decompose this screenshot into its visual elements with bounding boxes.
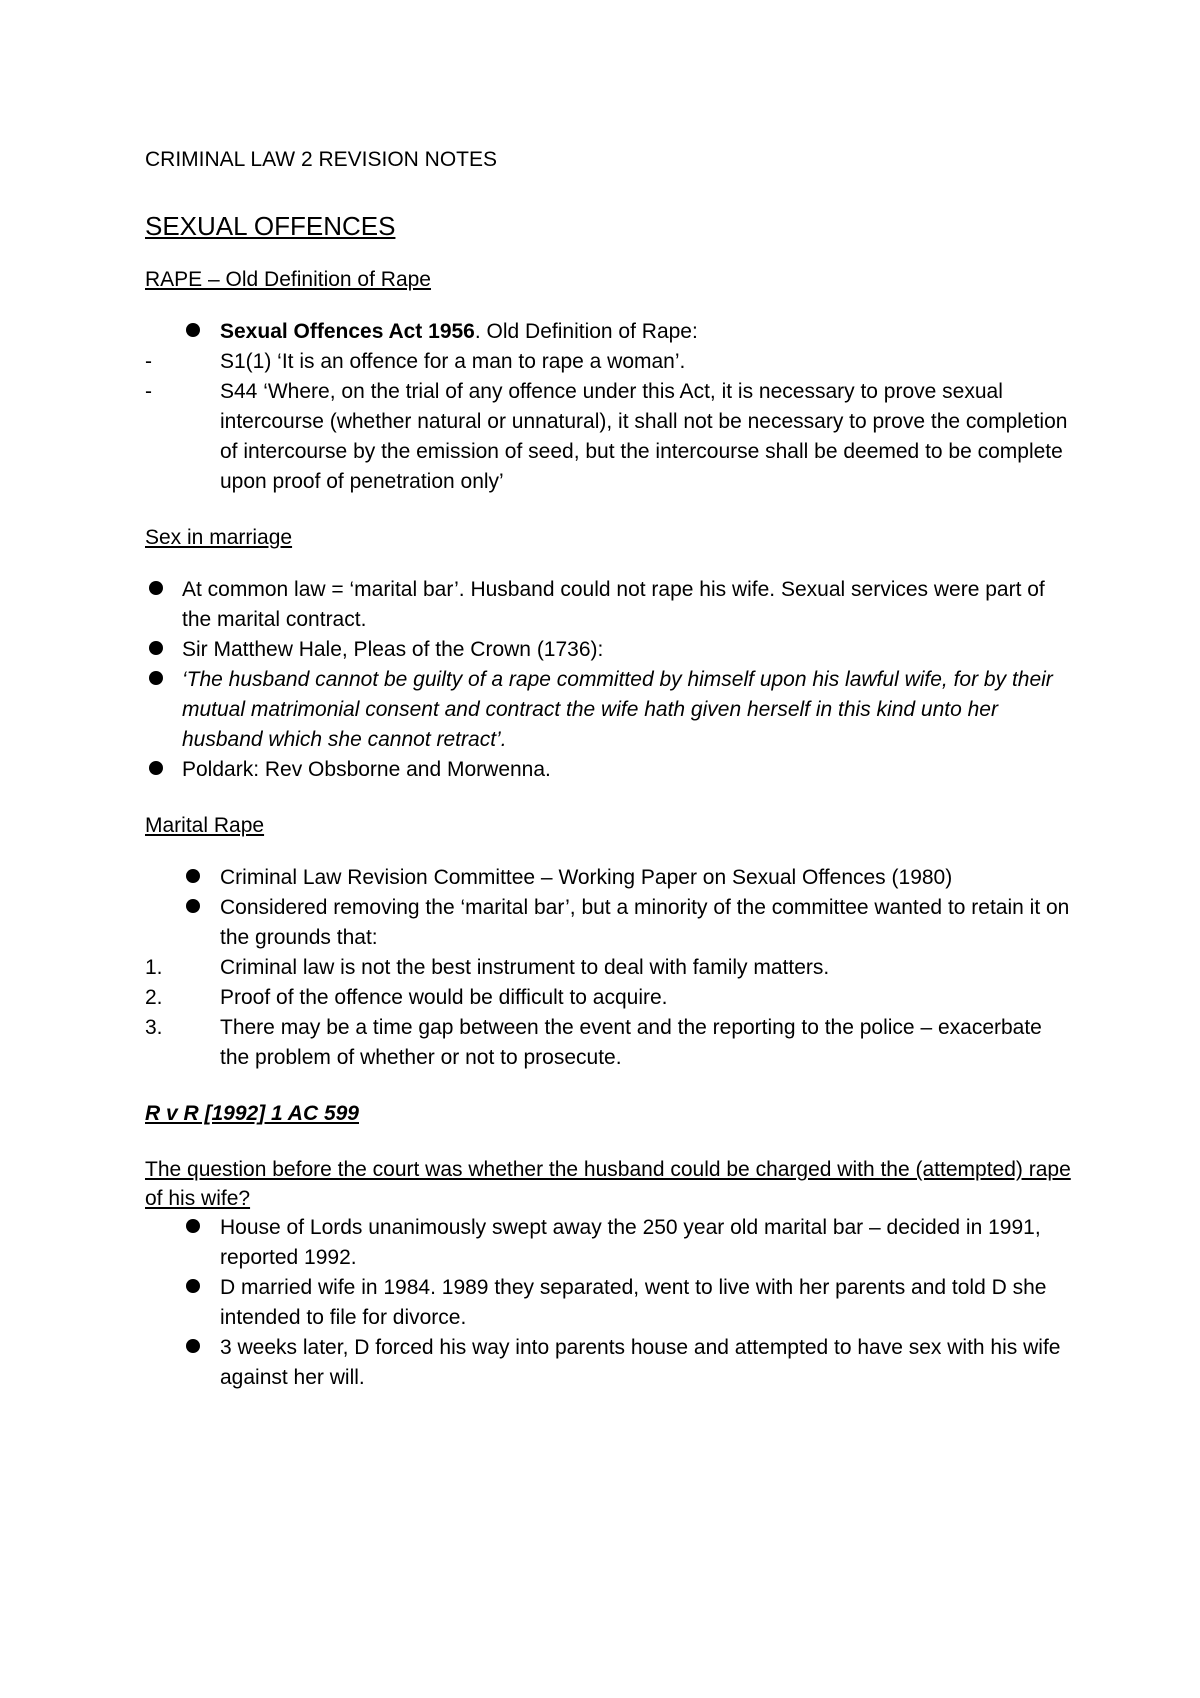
list-item bbox=[145, 635, 1075, 665]
list-item-text: House of Lords unanimously swept away the 250 year old marital bar – decided in 1991, reported 1992. bbox=[220, 1216, 1041, 1269]
list-item bbox=[145, 665, 1075, 755]
act-desc: . Old Definition of Rape: bbox=[474, 320, 698, 343]
bullet-icon bbox=[182, 1213, 204, 1243]
numbered-item bbox=[145, 1013, 1075, 1073]
dash-icon: - bbox=[145, 350, 152, 373]
bullet-icon bbox=[145, 755, 167, 785]
numbered-item-text: Criminal law is not the best instrument to deal with family matters. bbox=[220, 956, 830, 979]
rape-list bbox=[145, 317, 1075, 497]
list-item-text: At common law = ‘marital bar’. Husband could not rape his wife. Sexual services were part of the marital contract. bbox=[182, 578, 1045, 631]
act-name: Sexual Offences Act 1956 bbox=[220, 320, 475, 343]
bullet-icon bbox=[145, 575, 167, 605]
dash-icon: - bbox=[145, 380, 152, 403]
numbered-item-text: Proof of the offence would be difficult to acquire. bbox=[220, 986, 668, 1009]
list-item bbox=[145, 863, 1075, 893]
list-item bbox=[145, 1273, 1075, 1333]
list-item bbox=[145, 1213, 1075, 1273]
list-item bbox=[145, 347, 1075, 377]
bullet-icon bbox=[182, 1273, 204, 1303]
list-item-text: 3 weeks later, D forced his way into parents house and attempted to have sex with his wife against her will. bbox=[220, 1336, 1061, 1389]
marital-rape-list bbox=[145, 863, 1075, 1073]
list-item-text: Criminal Law Revision Committee – Working Paper on Sexual Offences (1980) bbox=[220, 866, 953, 889]
numbered-item-text: There may be a time gap between the event and the reporting to the police – exacerbate the problem of whether or not to prosecute. bbox=[220, 1016, 1042, 1069]
subheading-sex-in-marriage: Sex in marriage bbox=[145, 526, 293, 549]
list-item bbox=[145, 1333, 1075, 1393]
list-item-text: Sir Matthew Hale, Pleas of the Crown (1736): bbox=[182, 638, 604, 661]
list-item-text: D married wife in 1984. 1989 they separated, went to live with her parents and told D she intended to file for divorce. bbox=[220, 1276, 1047, 1329]
number-label: 2. bbox=[145, 986, 163, 1009]
number-label: 3. bbox=[145, 1016, 163, 1039]
marriage-list bbox=[145, 575, 1075, 785]
list-item bbox=[145, 575, 1075, 635]
bullet-icon bbox=[145, 665, 167, 695]
quote-text: ‘The husband cannot be guilty of a rape committed by himself upon his lawful wife, for by their mutual matrimonial consent and contract the wife hath given herself in this kind unto her husband which she cannot retract’. bbox=[182, 668, 1053, 751]
dash-item-text: S1(1) ‘It is an offence for a man to rape a woman’. bbox=[220, 350, 686, 373]
list-item bbox=[145, 893, 1075, 953]
bullet-icon bbox=[182, 863, 204, 893]
subheading-rape: RAPE – Old Definition of Rape bbox=[145, 268, 431, 291]
bullet-icon bbox=[182, 317, 204, 347]
list-item bbox=[145, 755, 1075, 785]
numbered-item bbox=[145, 953, 1075, 983]
subheading-marital-rape: Marital Rape bbox=[145, 814, 265, 837]
case-question: The question before the court was whether the husband could be charged with the (attempted) rape of his wife? bbox=[145, 1158, 1071, 1210]
dash-item-text: S44 ‘Where, on the trial of any offence under this Act, it is necessary to prove sexual intercourse (whether natural or unnatural), it shall not be necessary to prove the completion of intercourse by the emission of seed, but the intercourse shall be deemed to be complete upon proof of penetration only’ bbox=[220, 380, 1068, 493]
document-title: CRIMINAL LAW 2 REVISION NOTES bbox=[145, 148, 498, 171]
list-item-text: Considered removing the ‘marital bar’, but a minority of the committee wanted to retain it on the grounds that: bbox=[220, 896, 1070, 949]
bullet-icon bbox=[145, 635, 167, 665]
list-item bbox=[145, 377, 1075, 497]
numbered-item bbox=[145, 983, 1075, 1013]
case-list bbox=[145, 1213, 1075, 1393]
number-label: 1. bbox=[145, 956, 163, 979]
list-item-text: Poldark: Rev Obsborne and Morwenna. bbox=[182, 758, 551, 781]
bullet-icon bbox=[182, 893, 204, 923]
case-citation-heading: R v R [1992] 1 AC 599 bbox=[145, 1102, 359, 1125]
list-item bbox=[145, 317, 1075, 347]
section-heading-sexual-offences: SEXUAL OFFENCES bbox=[145, 211, 396, 241]
document-page bbox=[145, 146, 1075, 1393]
bullet-icon bbox=[182, 1333, 204, 1363]
